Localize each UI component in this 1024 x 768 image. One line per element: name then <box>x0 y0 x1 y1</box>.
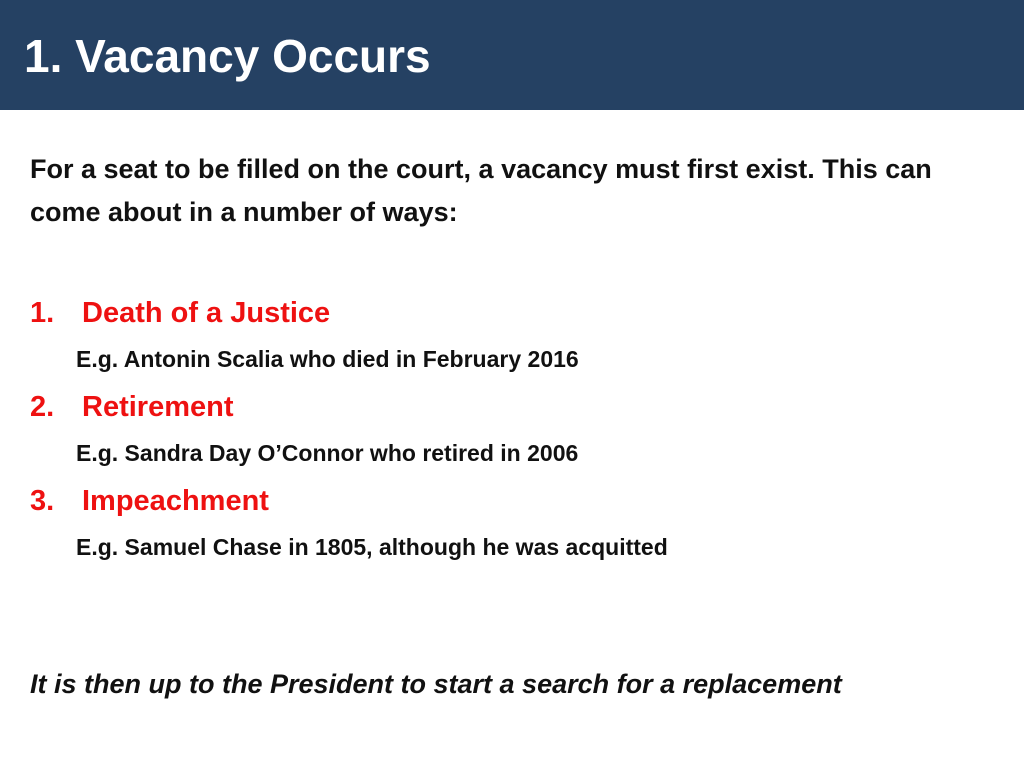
list-label: Impeachment <box>82 485 269 517</box>
list-item-impeachment <box>30 483 269 519</box>
list-item-retirement <box>30 389 234 425</box>
list-label: Retirement <box>82 391 234 423</box>
example-impeachment: E.g. Samuel Chase in 1805, although he was acquitted <box>76 534 668 560</box>
list-number: 3. <box>30 485 55 517</box>
title-bar <box>0 0 1024 110</box>
closing-statement: It is then up to the President to start a search for a replacement <box>30 669 842 699</box>
list-item-death <box>30 295 330 331</box>
example-retirement: E.g. Sandra Day O’Connor who retired in 2006 <box>76 440 579 466</box>
example-death: E.g. Antonin Scalia who died in February 2016 <box>76 346 579 372</box>
slide-title: 1. Vacancy Occurs <box>24 30 431 82</box>
list-number: 2. <box>30 391 55 423</box>
intro-paragraph: For a seat to be filled on the court, a vacancy must first exist. This can come about in a number of ways: <box>30 154 932 227</box>
list-label: Death of a Justice <box>82 297 331 329</box>
list-number: 1. <box>30 297 55 329</box>
